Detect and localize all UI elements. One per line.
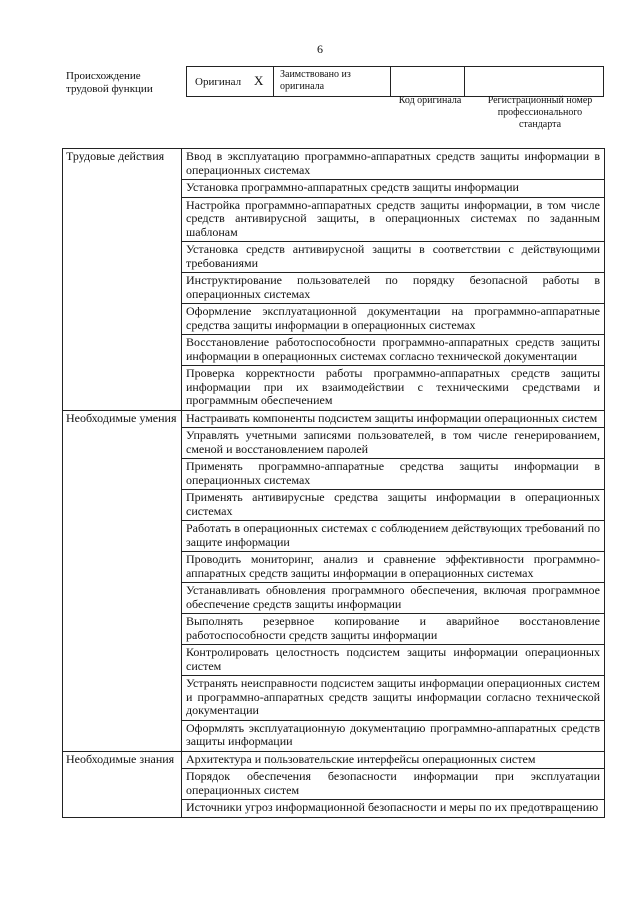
section-item: Управлять учетными записями пользователей, в том числе генерированием, сменой и восстановлением паролей xyxy=(182,428,605,459)
section-item: Ввод в эксплуатацию программно-аппаратных средств защиты информации в операционных системах xyxy=(182,149,605,180)
section-item: Инструктирование пользователей по порядку безопасной работы в операционных системах xyxy=(182,273,605,304)
section-heading: Необходимые знания xyxy=(63,751,182,817)
section-heading: Необходимые умения xyxy=(63,410,182,751)
section-item: Проверка корректности работы программно-аппаратных средств защиты информации при их взаимодействии с техническими средствами и программным обеспечением xyxy=(182,366,605,411)
section-item: Восстановление работоспособности программно-аппаратных средств защиты информации в операционных системах согласно технической документации xyxy=(182,335,605,366)
section-item: Архитектура и пользовательские интерфейсы операционных систем xyxy=(182,751,605,769)
table-row xyxy=(63,751,605,769)
section-item: Порядок обеспечения безопасности информации при эксплуатации операционных систем xyxy=(182,769,605,800)
table-row xyxy=(63,149,605,180)
code-label: Код оригинала xyxy=(398,95,462,106)
borrowed-label: Заимствовано из оригинала xyxy=(280,69,351,92)
section-item: Настройка программно-аппаратных средств защиты информации, в том числе средств антивирусной защиты, в операционных системах по заданным шаблонам xyxy=(182,197,605,242)
section-item: Применять программно-аппаратные средства защиты информации в операционных системах xyxy=(182,459,605,490)
section-heading: Трудовые действия xyxy=(63,149,182,411)
section-item: Выполнять резервное копирование и аварийное восстановление работоспособности средств защиты информации xyxy=(182,614,605,645)
labor-function-table xyxy=(62,148,605,818)
section-item: Устанавливать обновления программного обеспечения, включая программное обеспечение средств защиты информации xyxy=(182,583,605,614)
original-mark: X xyxy=(254,73,264,88)
section-item: Оформлять эксплуатационную документацию программно-аппаратных средств защиты информации xyxy=(182,720,605,751)
section-item: Установка программно-аппаратных средств защиты информации xyxy=(182,180,605,198)
section-item: Проводить мониторинг, анализ и сравнение эффективности программно-аппаратных средств защиты информации в операционных системах xyxy=(182,552,605,583)
mark-borrowed-cell xyxy=(254,66,391,97)
section-item: Оформление эксплуатационной документации на программно-аппаратные средства защиты информации в операционных системах xyxy=(182,304,605,335)
origin-label: Происхождение трудовой функции xyxy=(66,70,153,95)
section-item: Источники угроз информационной безопасности и меры по их предотвращению xyxy=(182,800,605,818)
reg-number-label: Регистрационный номер профессионального стандарта xyxy=(487,95,593,130)
section-item: Устранять неисправности подсистем защиты информации операционных систем и программно-аппаратных средств защиты информации согласно технической документации xyxy=(182,676,605,721)
section-item: Работать в операционных системах с соблюдением действующих требований по защите информации xyxy=(182,521,605,552)
table-row xyxy=(63,410,605,428)
section-item: Настраивать компоненты подсистем защиты информации операционных систем xyxy=(182,410,605,428)
reg-number-cell xyxy=(464,66,604,97)
code-cell xyxy=(390,66,465,97)
section-item: Установка средств антивирусной защиты в соответствии с действующими требованиями xyxy=(182,242,605,273)
page-number: 6 xyxy=(317,42,323,56)
section-item: Применять антивирусные средства защиты информации в операционных системах xyxy=(182,490,605,521)
section-item: Контролировать целостность подсистем защиты информации операционных систем xyxy=(182,645,605,676)
original-label: Оригинал xyxy=(195,76,242,88)
